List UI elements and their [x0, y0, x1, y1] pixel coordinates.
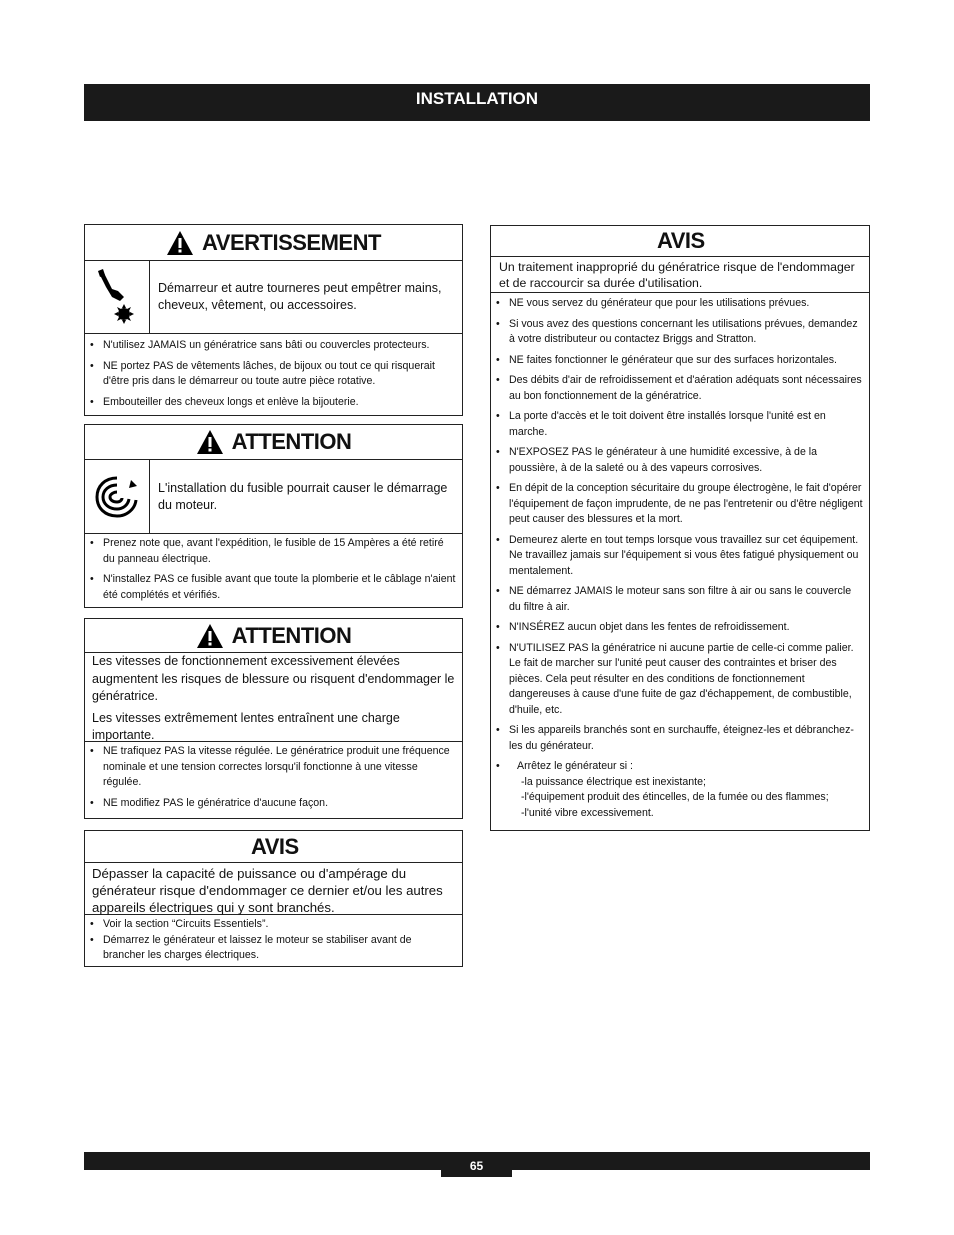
- list-item: • La porte d'accès et le toit doivent être installés lorsque l'unité est en marche.: [491, 409, 863, 440]
- caution-fuse-box: [84, 424, 463, 608]
- list-item-text: Arrêtez le générateur si :: [517, 760, 633, 772]
- notice-paragraph: Dépasser la capacité de puissance ou d'ampérage du générateur risque d'endommager ce dernier et/ou les autres appareils électriques qui y sont branchés.: [85, 863, 462, 915]
- warning-icon-text: Démarreur et autre tourneres peut empêtrer mains, cheveux, vêtement, ou accessoires.: [158, 281, 442, 312]
- warning-triangle-icon: [166, 230, 194, 256]
- list-item: • Embouteiller des cheveux longs et enlève la bijouterie.: [85, 395, 456, 411]
- list-item: • Des débits d'air de refroidissement et d'aération adéquats sont nécessaires au bon fonctionnement de la génératrice.: [491, 373, 863, 404]
- list-item: • Si vous avez des questions concernant les utilisations prévues, demandez à votre distributeur ou contactez Briggs and Stratton.: [491, 317, 863, 348]
- notice-bullet-list: [491, 293, 869, 830]
- warning-triangle-icon: [196, 623, 224, 649]
- list-item: • Prenez note que, avant l'expédition, le fusible de 15 Ampères a été retiré du panneau électrique.: [85, 536, 456, 567]
- notice-title: AVIS: [251, 833, 299, 859]
- caution-speed-paragraphs: [85, 653, 462, 742]
- warning-title-bar: [85, 225, 462, 261]
- warning-bullet-list: [85, 334, 462, 419]
- sub-item: -l'unité vibre excessivement.: [521, 806, 654, 819]
- list-item: • NE démarrez JAMAIS le moteur sans son filtre à air ou sans le couvercle du filtre à air.: [491, 584, 863, 615]
- list-item: • NE portez PAS de vêtements lâches, de bijoux ou tout ce qui risquerait d'être pris dans le démarreur ou toute autre pièce rotative.: [85, 359, 456, 390]
- caution-bullet-list: [85, 742, 462, 820]
- notice-bullet-list: [85, 915, 462, 968]
- list-item: • En dépit de la conception sécuritaire du groupe électrogène, le fait d'opérer l'équipement de façon imprudente, de ne pas l'entretenir ou d'être négligent peut causer des blessures et la mort.: [491, 481, 863, 528]
- caution-icon-text: L'installation du fusible pourrait causer le démarrage du moteur.: [158, 480, 448, 512]
- notice-title-bar: [85, 831, 462, 863]
- caution-bullet-list: [85, 534, 462, 612]
- section-title: INSTALLATION: [415, 89, 539, 108]
- notice-paragraph: Un traitement inapproprié du génératrice risque de l'endommager et de raccourcir sa durée d'utilisation.: [491, 257, 869, 293]
- automatic-start-icon: [85, 460, 150, 533]
- list-item: • Si les appareils branchés sont en surchauffe, éteignez-les et débranchez-les du générateur.: [491, 723, 863, 754]
- page-number: 65: [441, 1152, 512, 1177]
- notice-usage-box: [490, 225, 870, 831]
- notice-capacity-box: [84, 830, 463, 967]
- sub-item: -l'équipement produit des étincelles, de la fumée ou des flammes;: [521, 791, 829, 803]
- caution-title: ATTENTION: [231, 429, 352, 454]
- list-item: • N'installez PAS ce fusible avant que toute la plomberie et le câblage n'aient été complétés et vérifiés.: [85, 572, 456, 603]
- notice-title: AVIS: [657, 228, 705, 253]
- list-item: • N'utilisez JAMAIS un génératrice sans bâti ou couvercles protecteurs.: [85, 338, 456, 354]
- notice-title-bar: [491, 226, 869, 257]
- list-item: • NE faites fonctionner le générateur que sur des surfaces horizontales.: [491, 353, 863, 369]
- caution-title: ATTENTION: [231, 622, 352, 648]
- list-item: • Demeurez alerte en tout temps lorsque vous travaillez sur cet équipement. Ne travaillez jamais sur l'équipement si vous êtes fatigué physiquement ou mentalement.: [491, 533, 863, 580]
- list-item: [491, 759, 863, 821]
- warning-icon-row: [85, 261, 462, 334]
- list-item: • Voir la section “Circuits Essentiels”.: [85, 917, 456, 933]
- caution-speed-box: [84, 618, 463, 819]
- sub-item: -la puissance électrique est inexistante;: [521, 775, 706, 788]
- caution-title-bar: [85, 619, 462, 653]
- caution-title-bar: [85, 425, 462, 460]
- warning-triangle-icon: [196, 429, 224, 455]
- paragraph: Les vitesses extrêmement lentes entraînent une charge importante.: [92, 710, 400, 742]
- list-item: • NE trafiquez PAS la vitesse régulée. Le génératrice produit une fréquence nominale et une tension correctes lorsqu'il fonctionne à une vitesse régulée.: [85, 744, 456, 791]
- paragraph: Les vitesses de fonctionnement excessivement élevées augmentent les risques de blessure ou risquent d'endommager le génératrice.: [92, 654, 455, 703]
- entanglement-hazard-icon: [85, 261, 150, 333]
- list-item: • N'EXPOSEZ PAS le générateur à une humidité excessive, à de la poussière, à de la saleté ou à des vapeurs corrosives.: [491, 445, 863, 476]
- warning-title: AVERTISSEMENT: [202, 229, 381, 255]
- list-item: • Démarrez le générateur et laissez le moteur se stabiliser avant de brancher les charges électriques.: [85, 933, 456, 964]
- list-item: • N'UTILISEZ PAS la génératrice ni aucune partie de celle-ci comme palier. Le fait de marcher sur l'unité peut causer des contraintes et briser des pièces. Cela peut résulter en des conditions de fonctionnement dangereuses à cause d'une fuite de gaz d'échappement, de combustible, d'huile, etc.: [491, 641, 863, 719]
- section-header: [84, 84, 870, 121]
- list-item: • NE vous servez du générateur que pour les utilisations prévues.: [491, 296, 863, 312]
- list-item: • N'INSÉREZ aucun objet dans les fentes de refroidissement.: [491, 620, 863, 636]
- warning-box: [84, 224, 463, 416]
- caution-icon-row: [85, 460, 462, 534]
- list-item: • NE modifiez PAS le génératrice d'aucune façon.: [85, 796, 456, 812]
